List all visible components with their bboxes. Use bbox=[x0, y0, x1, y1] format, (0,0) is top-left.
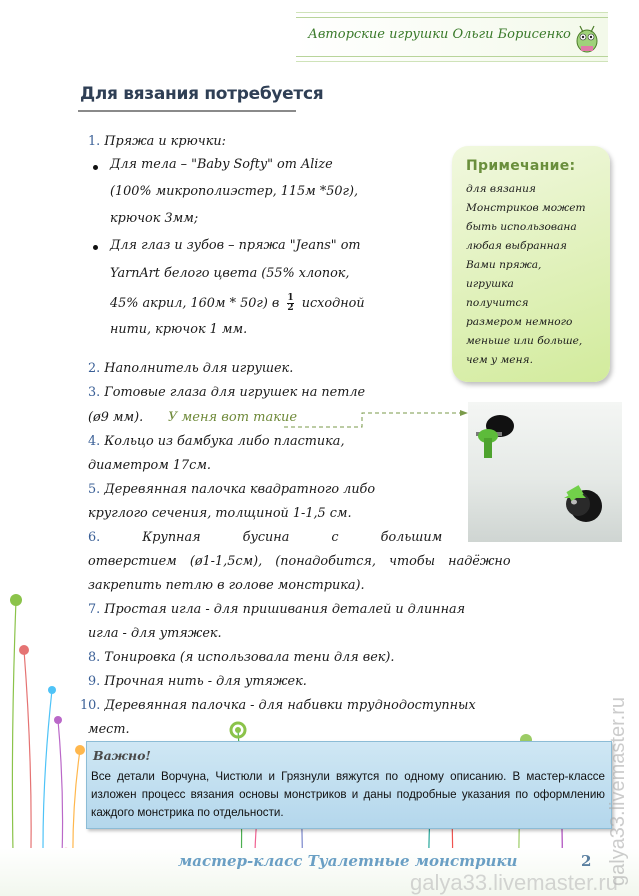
item-3-line-2: (ø9 мм). bbox=[88, 410, 144, 425]
note-line: меньше или больше, bbox=[466, 335, 583, 347]
list-item-2 bbox=[88, 361, 293, 376]
list-item-5 bbox=[88, 482, 375, 497]
item-5-line-2: круглого сечения, толщиной 1-1,5 см. bbox=[88, 506, 352, 521]
bullet-icon bbox=[93, 245, 98, 250]
item-text: Тонировка (я использовала тени для век). bbox=[104, 650, 395, 665]
bullet-2-line-4: нити, крючок 1 мм. bbox=[110, 322, 248, 337]
bullet-2-line-2: YarnArt белого цвета (55% хлопок, bbox=[110, 266, 350, 281]
note-line: быть использована bbox=[466, 221, 577, 233]
my-eyes-link[interactable]: У меня вот такие bbox=[168, 410, 298, 425]
note-line: Вами пряжа, bbox=[466, 259, 542, 271]
item-text: Деревянная палочка - для набивки труднодоступных bbox=[104, 698, 476, 713]
watermark-side-text: galya33.livemaster.ru bbox=[607, 697, 629, 886]
bullet-2-line-3-tail: исходной bbox=[301, 296, 365, 311]
item-number: 7. bbox=[88, 602, 101, 617]
item-6-line-3: закрепить петлю в голове монстрика). bbox=[88, 578, 365, 593]
watermark-side bbox=[596, 690, 636, 890]
monster-logo-icon bbox=[572, 17, 602, 55]
item-text: Готовые глаза для игрушек на петле bbox=[104, 385, 366, 400]
list-item-4 bbox=[88, 434, 345, 449]
fraction-denominator: 2 bbox=[287, 303, 294, 313]
note-line: игрушка bbox=[466, 278, 514, 290]
note-box bbox=[452, 146, 610, 382]
item-10-line-2: мест. bbox=[88, 722, 130, 737]
note-line: размером немного bbox=[466, 316, 573, 328]
item-4-line-2: диаметром 17см. bbox=[88, 458, 212, 473]
fraction bbox=[287, 294, 293, 313]
title-underline bbox=[78, 110, 296, 112]
item-text: Простая игла - для пришивания деталей и длинная bbox=[104, 602, 466, 617]
item-text: Деревянная палочка квадратного либо bbox=[104, 482, 376, 497]
item-number: 2. bbox=[88, 361, 101, 376]
item-text: Прочная нить - для утяжек. bbox=[104, 674, 307, 689]
note-line: чем у меня. bbox=[466, 354, 533, 366]
note-line: любая выбранная bbox=[466, 240, 567, 252]
item-number: 5. bbox=[88, 482, 101, 497]
bullet-2-line-3 bbox=[110, 294, 365, 313]
footer-title: мастер-класс Туалетные монстрики bbox=[178, 852, 518, 870]
decorative-flowers bbox=[0, 560, 639, 896]
item-text: Пряжа и крючки: bbox=[104, 134, 226, 149]
bullet-1-line-3: крючок 3мм; bbox=[110, 211, 199, 226]
item-number: 4. bbox=[88, 434, 101, 449]
header-title: Авторские игрушки Ольги Борисенко bbox=[308, 27, 571, 42]
item-number: 1. bbox=[88, 134, 101, 149]
important-title: Важно! bbox=[93, 748, 151, 763]
important-box bbox=[86, 741, 612, 829]
item-7-line-2: игла - для утяжек. bbox=[88, 626, 222, 641]
list-item-1 bbox=[88, 134, 226, 149]
item-text: Крупная бусина с большим bbox=[142, 530, 443, 545]
dashed-arrow-icon bbox=[280, 410, 470, 432]
note-body bbox=[466, 180, 606, 370]
note-title: Примечание: bbox=[466, 158, 576, 174]
note-line: Монстриков может bbox=[466, 202, 586, 214]
item-number: 8. bbox=[88, 650, 101, 665]
note-line: получится bbox=[466, 297, 529, 309]
note-line: для вязания bbox=[466, 183, 536, 195]
bullet-2-line-3-text: 45% акрил, 160м * 50г) в bbox=[110, 296, 280, 311]
item-text: Наполнитель для игрушек. bbox=[104, 361, 294, 376]
item-text: Кольцо из бамбука либо пластика, bbox=[104, 434, 345, 449]
item-number: 3. bbox=[88, 385, 101, 400]
watermark-bottom: galya33.livemaster.ru bbox=[410, 870, 618, 895]
header-banner bbox=[296, 12, 608, 62]
bullet-1-line-1: Для тела – "Baby Softy" от Alize bbox=[110, 157, 333, 172]
list-item-3 bbox=[88, 385, 365, 400]
safety-eyes-photo bbox=[468, 402, 622, 542]
bullet-1-line-2: (100% микрополиэстер, 115м *50г), bbox=[110, 184, 359, 199]
page-number: 2 bbox=[581, 852, 592, 870]
important-body: Все детали Ворчуна, Чистюли и Грязнули вяжутся по одному описанию. В мастер-классе изложен процесс вязания основы монстриков и даны подробные указания по оформлению каждого монстрика по отдельности. bbox=[91, 770, 605, 819]
item-number: 6. bbox=[88, 530, 101, 545]
item-number: 9. bbox=[88, 674, 101, 689]
item-6-line-2: отверстием (ø1-1,5см), (понадобится, чтобы надёжно bbox=[88, 554, 511, 569]
eyes-illustration bbox=[468, 402, 622, 542]
bullet-icon bbox=[93, 165, 98, 170]
bullet-2-line-1: Для глаз и зубов – пряжа "Jeans" от bbox=[110, 238, 361, 253]
item-number: 10. bbox=[80, 698, 101, 713]
fraction-numerator: 1 bbox=[287, 293, 294, 303]
section-title: Для вязания потребуется bbox=[80, 84, 324, 104]
list-item-6 bbox=[88, 530, 442, 545]
